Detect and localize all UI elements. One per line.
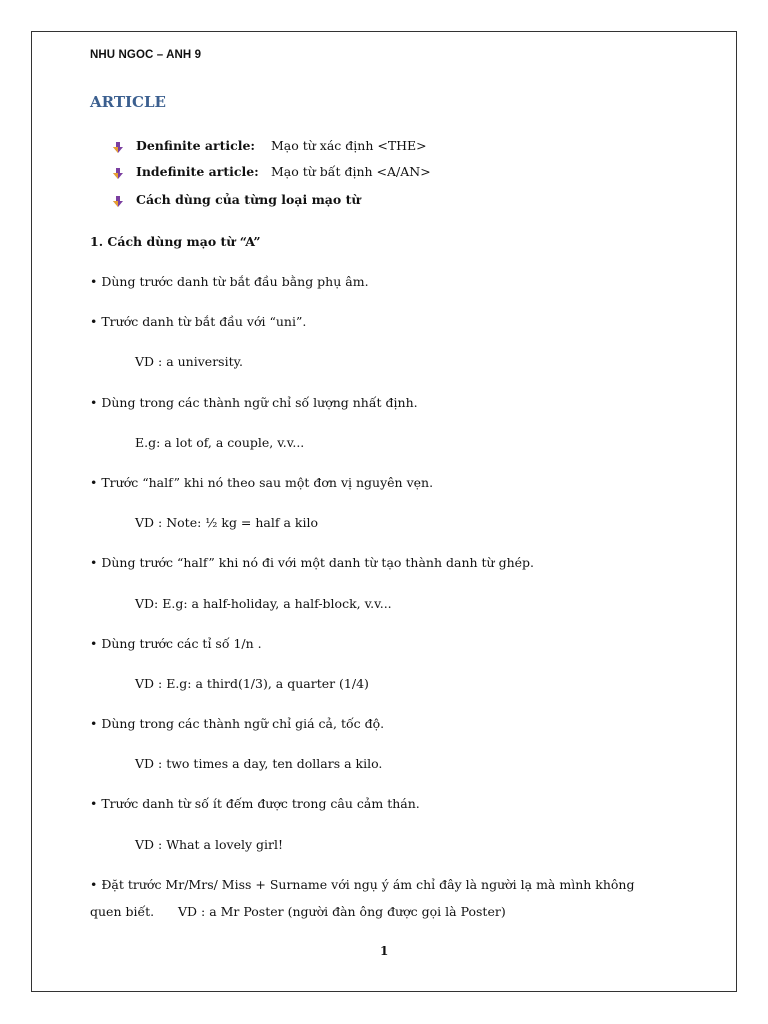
- rule-line: • Trước danh từ bắt đầu với “uni”.: [90, 314, 307, 329]
- example-line: E.g: a lot of, a couple, v.v...: [135, 435, 305, 450]
- rule-line: • Trước “half” khi nó theo sau một đơn vị nguyên vẹn.: [90, 475, 434, 490]
- example-line: VD : a university.: [135, 354, 243, 369]
- example-line: VD : What a lovely girl!: [135, 837, 283, 852]
- page-number: 1: [380, 944, 389, 958]
- rule-line-continued: quen biết. VD : a Mr Poster (người đàn ông được gọi là Poster): [90, 904, 506, 919]
- rule-line: • Dùng trước danh từ bắt đầu bằng phụ âm.: [90, 274, 369, 289]
- example-line: VD : E.g: a third(1/3), a quarter (1/4): [135, 676, 369, 691]
- example-line: VD : two times a day, ten dollars a kilo.: [135, 756, 383, 771]
- bullet-label: Cách dùng của từng loại mạo từ: [136, 192, 361, 207]
- rule-line: • Đặt trước Mr/Mrs/ Miss + Surname với ngụ ý ám chỉ đây là người lạ mà mình không: [90, 877, 635, 892]
- rule-line: • Dùng trong các thành ngữ chỉ giá cả, tốc độ.: [90, 716, 385, 731]
- document-title: ARTICLE: [90, 93, 166, 111]
- rule-line: • Dùng trong các thành ngữ chỉ số lượng nhất định.: [90, 395, 418, 410]
- down-arrow-icon: [112, 196, 124, 208]
- bullet-label: Denfinite article:: [136, 138, 256, 153]
- down-arrow-icon: [112, 168, 124, 180]
- rule-line: • Trước danh từ số ít đếm được trong câu cảm thán.: [90, 796, 420, 811]
- bullet-value: Mạo từ bất định <A/AN>: [271, 164, 431, 179]
- bullet-value: Mạo từ xác định <THE>: [271, 138, 427, 153]
- bullet-label: Indefinite article:: [136, 164, 259, 179]
- example-line: VD: E.g: a half-holiday, a half-block, v.v...: [135, 596, 392, 611]
- rule-line: • Dùng trước các tỉ số 1/n .: [90, 636, 262, 651]
- page-header: NHU NGOC – ANH 9: [90, 49, 202, 61]
- example-line: VD : Note: ½ kg = half a kilo: [135, 515, 318, 530]
- section-heading: 1. Cách dùng mạo từ “A”: [90, 234, 261, 249]
- down-arrow-icon: [112, 142, 124, 154]
- rule-line: • Dùng trước “half” khi nó đi với một danh từ tạo thành danh từ ghép.: [90, 555, 535, 570]
